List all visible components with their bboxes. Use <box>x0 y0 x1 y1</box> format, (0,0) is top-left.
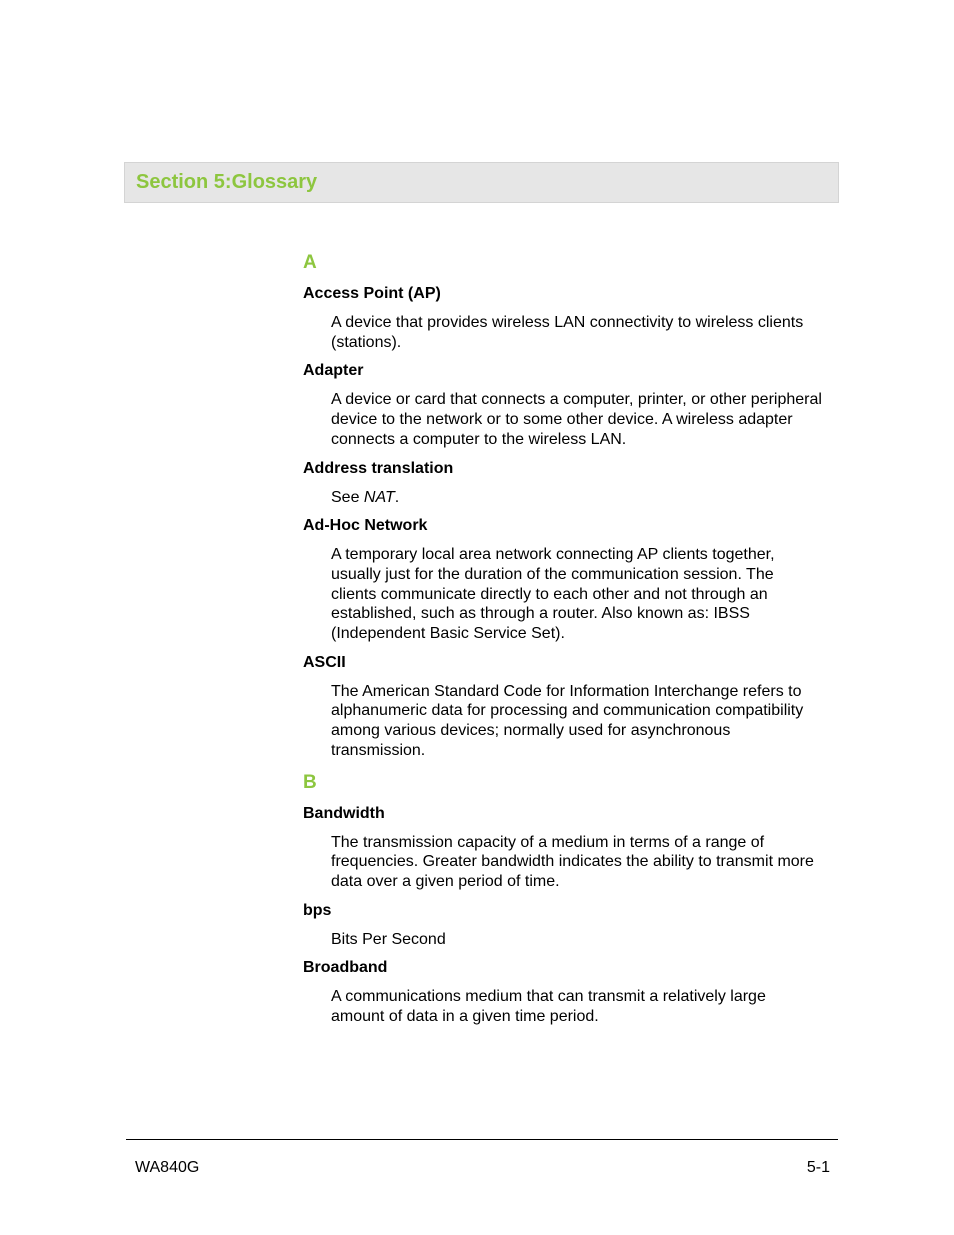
definition-ad-hoc-network: A temporary local area network connecting AP clients together, usually just for the duration of the communication session. The clients communicate directly to each other and not through an established, such as through a router. Also known as: IBSS (Independent Basic Service Set). <box>331 546 775 643</box>
definition-bps: Bits Per Second <box>331 930 446 948</box>
definition-suffix: . <box>394 488 400 506</box>
nat-reference: NAT <box>363 488 395 506</box>
section-header <box>124 162 839 203</box>
term-ad-hoc-network: Ad-Hoc Network <box>303 517 428 535</box>
definition-ascii: The American Standard Code for Information Interchange refers to alphanumeric data for processing and communication compatibility among various devices; normally used for asynchronous transmission. <box>331 682 804 759</box>
glossary-content <box>303 250 823 1036</box>
footer-page-number: 5-1 <box>806 1159 830 1176</box>
footer-model: WA840G <box>135 1159 200 1176</box>
definition-access-point: A device that provides wireless LAN connectivity to wireless clients (stations). <box>331 314 804 351</box>
term-broadband: Broadband <box>303 959 388 977</box>
definition-adapter: A device or card that connects a computer, printer, or other peripheral device to the network or to some other device. A wireless adapter connects a computer to the wireless LAN. <box>331 391 822 448</box>
definition-prefix: See <box>331 488 364 506</box>
term-bps: bps <box>303 901 332 919</box>
letter-heading-a: A <box>303 252 317 273</box>
term-bandwidth: Bandwidth <box>303 804 385 822</box>
definition-broadband: A communications medium that can transmit a relatively large amount of data in a given time period. <box>331 988 766 1026</box>
definition-address-translation <box>331 488 823 508</box>
term-ascii: ASCII <box>303 653 346 671</box>
letter-heading-b: B <box>303 771 317 793</box>
term-address-translation: Address translation <box>303 459 454 477</box>
section-title: Section 5:Glossary <box>136 171 318 193</box>
footer-divider <box>126 1139 838 1140</box>
term-adapter: Adapter <box>303 362 364 380</box>
definition-bandwidth: The transmission capacity of a medium in terms of a range of frequencies. Greater bandwidth indicates the ability to transmit more data over a given period of time. <box>331 833 814 890</box>
term-access-point: Access Point (AP) <box>303 285 441 302</box>
